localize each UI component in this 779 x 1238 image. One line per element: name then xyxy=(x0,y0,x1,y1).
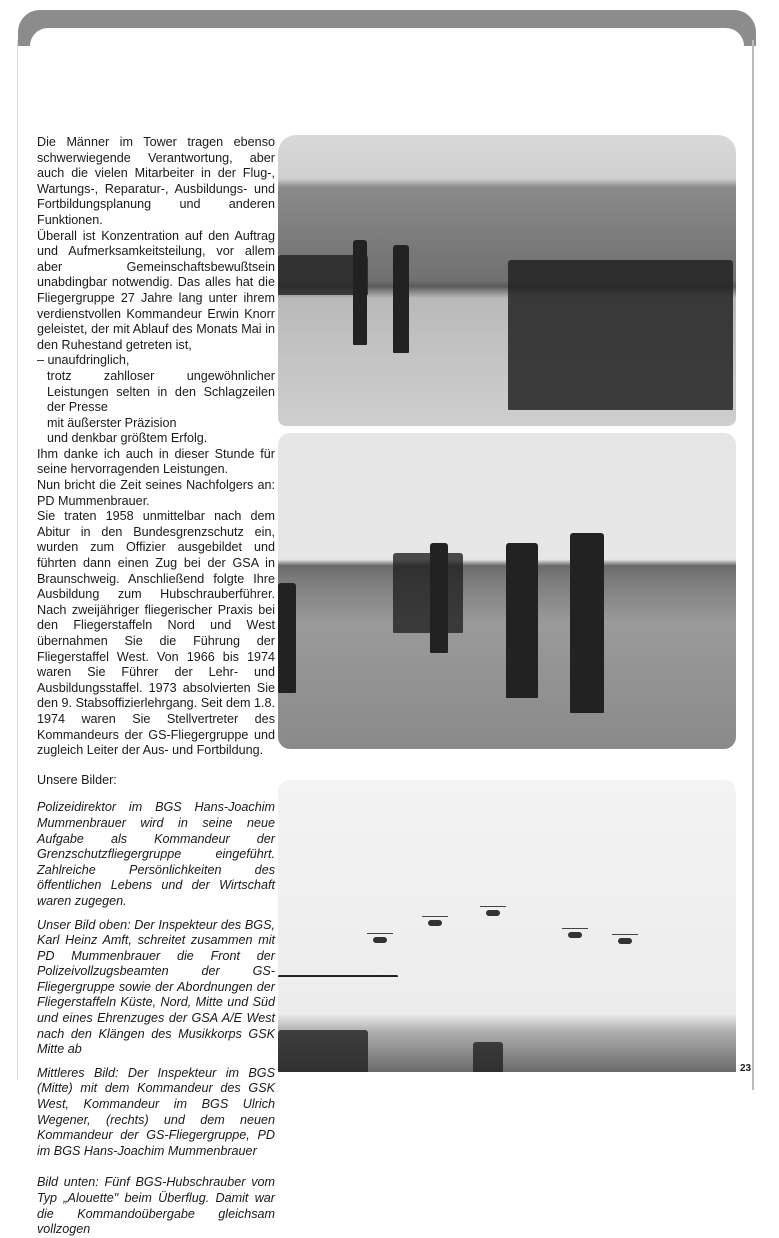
list-item: mit äußerster Präzision xyxy=(47,415,177,430)
article-paragraph: Ihm danke ich auch in dieser Stunde für seine hervorragenden Leistungen. xyxy=(37,446,275,477)
caption-top: Unser Bild oben: Der Inspekteur des BGS, Karl Heinz Amft, schreitet zusammen mit PD Mummenbrauer die Front der Polizeivollzugsbeamten der GS-Fliegergruppe sowie der Abordnungen der Fliegerstaffeln Küste, Nord, Mitte und Süd und eines Ehrenzuges der GSA A/E West nach den Klängen des Musikkorps GSK Mitte ab xyxy=(37,917,275,1057)
caption-intro: Polizeidirektor im BGS Hans-Joachim Mummenbrauer wird in seine neue Aufgabe als Kommandeur der Grenzschutzfliegergruppe eingeführt. Zahlreiche Persönlichkeiten des öffentlichen Lebens und der Wirtschaft waren zugegen. xyxy=(37,800,275,908)
article-paragraph: Die Männer im Tower tragen ebenso schwerwiegende Verantwortung, aber auch die vielen Mitarbeiter in der Flug-, Wartungs-, Reparatur-, Ausbildungs- und Fortbildungsplanung und anderen Funktionen. xyxy=(37,135,275,227)
article-paragraph: Nun bricht die Zeit seines Nachfolgers an: PD Mummenbrauer. xyxy=(37,478,275,508)
photo-helicopter-flyover xyxy=(278,780,736,1072)
photo-parade-inspection xyxy=(278,135,736,426)
article-paragraph: Überall ist Konzentration auf den Auftrag und Aufmerksamkeitsteilung, vor allem aber Gemeinschaftsbewußtsein unabdingbar notwendig. Das alles hat die Fliegergruppe 27 Jahre lang unter ihrem verdienstvollen Kommandeur Erwin Knorr geleistet, der mit Ablauf des Monats Mai in den Ruhestand getreten ist, xyxy=(37,228,275,352)
list-item: – unaufdringlich, xyxy=(37,353,130,368)
article-column xyxy=(37,135,275,1238)
article-paragraph: Sie traten 1958 unmittelbar nach dem Abitur in den Bundesgrenzschutz ein, wurden zum Offizier ausgebildet und führten dann einen Zug bei der GSA in Braunschweig. Anschließend folgte Ihre Ausbildung zum Hubschrauberführer. Nach zweijähriger fliegerischer Praxis bei den Fliegerstaffeln Nord und West übernahmen Sie die Führung der Fliegerstaffel West. Von 1966 bis 1974 waren Sie Führer der Lehr- und Ausbildungsstaffel. 1973 absolvierten Sie den 9. Stabsoffizierlehrgang. Seit dem 1.8. 1974 waren Sie Stellvertreter des Kommandeurs der GS-Fliegergruppe und zugleich Leiter der Aus- und Fortbildung. xyxy=(37,509,275,758)
page-header-inner xyxy=(30,28,744,58)
page-edge-right xyxy=(752,40,754,1090)
page-number: 23 xyxy=(740,1063,752,1074)
list-item: und denkbar größtem Erfolg. xyxy=(47,431,208,446)
captions-heading: Unsere Bilder: xyxy=(37,772,117,787)
caption-bottom: Bild unten: Fünf BGS-Hubschrauber vom Typ „Alouette" beim Überflug. Damit war die Kommandoübergabe gleichsam vollzogen xyxy=(37,1175,275,1237)
list-item: trotz zahlloser ungewöhnlicher Leistungen selten in den Schlagzeilen der Presse xyxy=(47,368,275,415)
photo-officers-standing xyxy=(278,433,736,749)
page-edge-left xyxy=(17,40,18,1080)
caption-middle: Mittleres Bild: Der Inspekteur im BGS (Mitte) mit dem Kommandeur des GSK West, Kommandeur im BGS Ulrich Wegener, (rechts) und dem neuen Kommandeur der GS-Fliegergruppe, PD im BGS Hans-Joachim Mummenbrauer xyxy=(37,1065,275,1158)
